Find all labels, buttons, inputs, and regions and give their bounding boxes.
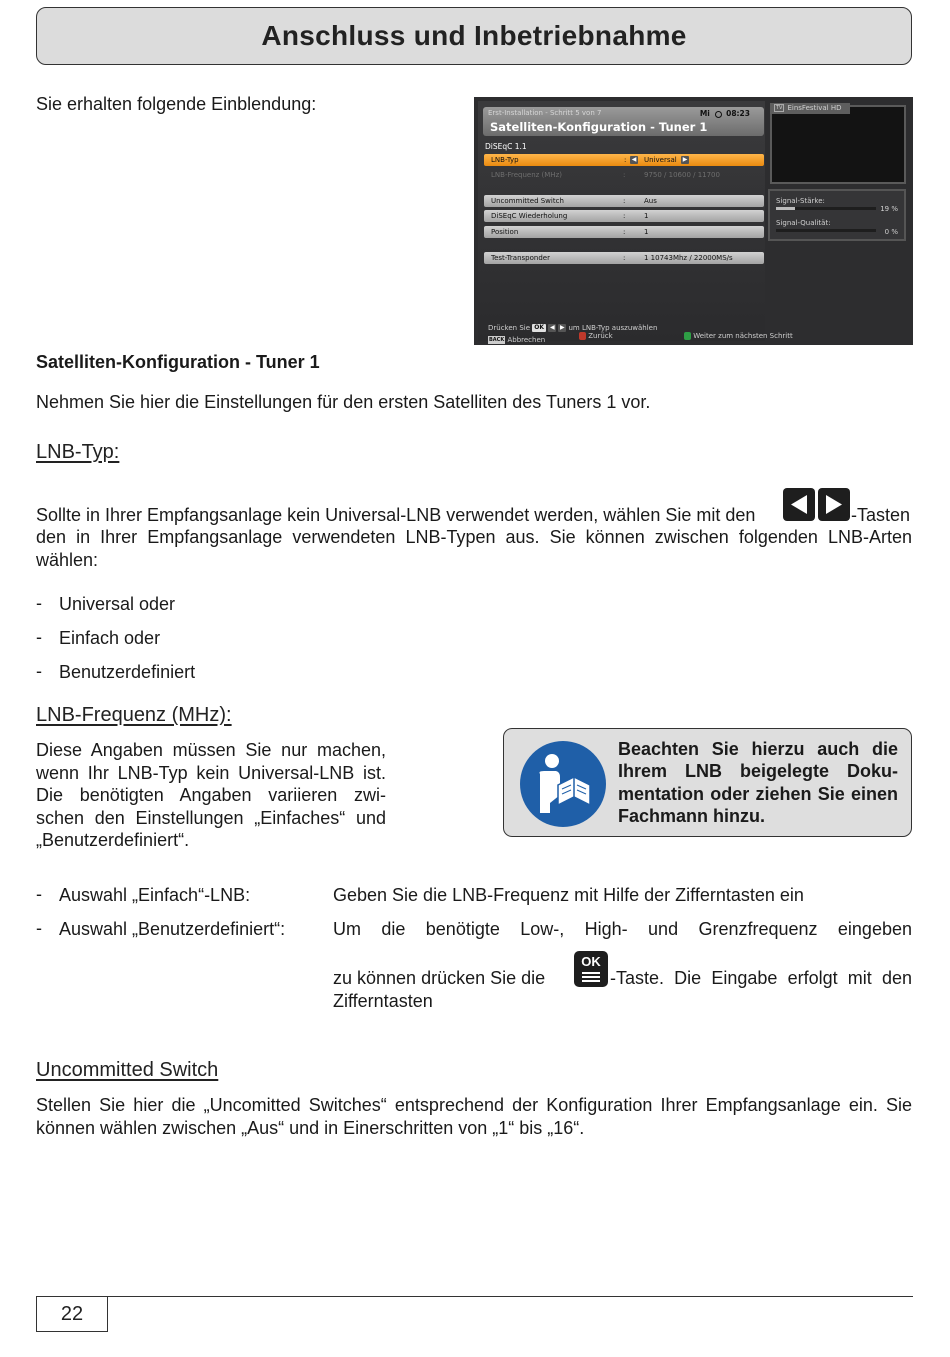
auswahl-einfach-desc: Geben Sie die LNB-Frequenz mit Hilfe der Zifferntasten ein <box>333 885 804 905</box>
intro-text: Sie erhalten folgende Einblendung: <box>36 94 317 114</box>
uncommitted-text: Stellen Sie hier die „Uncomitted Switches“ entsprechend der Konfiguration Ihrer Empfangsanlage ein. Sie können wählen zwischen „Aus“ und in Einerschritten von „1“ bis „16“. <box>36 1095 912 1138</box>
lnb-typ-text-line1: Sollte in Ihrer Empfangsanlage kein Universal-LNB verwendet werden, wählen Sie mit den <box>36 505 756 525</box>
lnb-typ-heading: LNB-Typ: <box>36 441 120 463</box>
lnb-typ-text-keys: -Tasten <box>851 505 911 525</box>
list-dash: - <box>36 884 42 904</box>
tv-footer-back: Zurück <box>579 332 613 340</box>
signal-strength-fill <box>776 207 795 210</box>
signal-strength-bar <box>776 207 876 210</box>
tv-signal-panel <box>768 189 906 241</box>
note-box <box>503 728 912 837</box>
note-text: Beachten Sie hierzu auch die Ihrem LNB beigelegte Doku-mentation oder ziehen Sie einen Fachmann hinzu. <box>618 739 898 826</box>
tv-menu-panel <box>478 101 765 344</box>
clock-icon <box>715 111 722 118</box>
tv-menu-title: Satelliten-Konfiguration - Tuner 1 <box>490 120 708 134</box>
lnb-typ-text-line2: den in Ihrer Empfangsanlage verwendeten LNB-Typen aus. Sie können zwischen folgenden LNB-Arten wählen: <box>36 527 912 570</box>
signal-quality-label: Signal-Qualität: <box>776 219 831 227</box>
arrow-left-key-icon <box>783 488 815 521</box>
auswahl-benutzerdefiniert-desc2: zu können drücken Sie die <box>333 968 546 988</box>
lnb-option-benutzerdefiniert: Benutzerdefiniert <box>59 662 196 682</box>
tv-badge-icon: TV <box>776 105 783 111</box>
signal-strength-label: Signal-Stärke: <box>776 197 825 205</box>
tv-preview-window <box>770 105 906 184</box>
arrow-right-key-icon <box>818 488 850 521</box>
tv-screenshot <box>474 97 913 345</box>
tv-row-uncommitted-switch[interactable]: Uncommitted Switch : Aus <box>484 195 764 207</box>
green-key-icon <box>684 332 691 340</box>
ok-key-icon: OK <box>534 324 545 331</box>
auswahl-benutzerdefiniert-label: Auswahl „Benutzerdefiniert“: <box>59 919 286 939</box>
read-manual-icon <box>518 741 608 827</box>
lnb-option-einfach: Einfach oder <box>59 628 161 648</box>
footer-rule <box>36 1296 913 1297</box>
tv-row-position[interactable]: Position : 1 <box>484 226 764 238</box>
lnb-frequenz-text: Diese Angaben müssen Sie nur machen, wenn Ihr LNB-Typ kein Universal-LNB ist. Die benötigten Angaben variieren zwi-schen den Einstellungen „Einfaches“ und „Benutzerdefiniert“. <box>36 740 386 850</box>
auswahl-einfach-label: Auswahl „Einfach“-LNB: <box>59 885 251 905</box>
tv-header <box>483 107 764 136</box>
list-dash: - <box>36 661 42 681</box>
page-title: Anschluss und Inbetriebnahme <box>261 20 687 51</box>
list-dash: - <box>36 593 42 613</box>
lnb-option-universal: Universal oder <box>59 594 176 614</box>
arrow-left-icon: ◀ <box>549 324 555 331</box>
tv-clock: Mi 08:23 <box>699 109 750 118</box>
signal-strength-value: 19 % <box>880 205 898 213</box>
tv-footer-cancel: BACK Abbrechen <box>489 336 546 344</box>
tv-hint: Drücken Sie OK ◀ ▶ um LNB-Typ auszuwählen <box>488 324 658 332</box>
auswahl-benutzerdefiniert-desc2b: -Taste. Die Eingabe erfolgt mit den <box>610 968 912 988</box>
tv-channel-label: TV EinsFestival HD <box>770 103 850 114</box>
page-title-box <box>36 7 912 65</box>
arrow-left-icon: ◀ <box>631 156 637 163</box>
page-number: 22 <box>36 1296 108 1332</box>
list-dash: - <box>36 627 42 647</box>
section-intro: Nehmen Sie hier die Einstellungen für den ersten Satelliten des Tuners 1 vor. <box>36 392 651 412</box>
section-title: Satelliten-Konfiguration - Tuner 1 <box>36 352 320 372</box>
arrow-right-icon: ▶ <box>559 324 565 331</box>
tv-footer-next: Weiter zum nächsten Schritt <box>684 332 793 340</box>
lnb-frequenz-heading: LNB-Frequenz (MHz): <box>36 704 232 726</box>
red-key-icon <box>579 332 586 340</box>
tv-row-test-transponder[interactable]: Test-Transponder : 1 10743Mhz / 22000MS/s <box>484 252 764 264</box>
auswahl-benutzerdefiniert-desc3: Zifferntasten <box>333 991 433 1011</box>
list-dash: - <box>36 918 42 938</box>
tv-row-lnb-typ[interactable]: LNB-Typ : ◀ Universal ▶ <box>484 154 764 166</box>
auswahl-benutzerdefiniert-desc1: Um die benötigte Low-, High- und Grenzfrequenz eingeben <box>333 919 912 939</box>
uncommitted-heading: Uncommitted Switch <box>36 1059 219 1081</box>
ok-key-icon: OK <box>574 951 608 987</box>
tv-row-lnb-frequenz: LNB-Frequenz (MHz) : 9750 / 10600 / 11700 <box>491 171 720 179</box>
arrow-right-icon: ▶ <box>682 156 688 163</box>
signal-quality-value: 0 % <box>884 228 898 236</box>
tv-row-diseqc-wiederholung[interactable]: DiSEqC Wiederholung : 1 <box>484 210 764 222</box>
tv-diseqc-label: DiSEqC 1.1 <box>485 142 527 151</box>
back-key-icon: BACK <box>489 337 505 343</box>
tv-step-label: Erst-Installation - Schritt 5 von 7 <box>488 109 602 117</box>
signal-quality-bar <box>776 229 876 232</box>
